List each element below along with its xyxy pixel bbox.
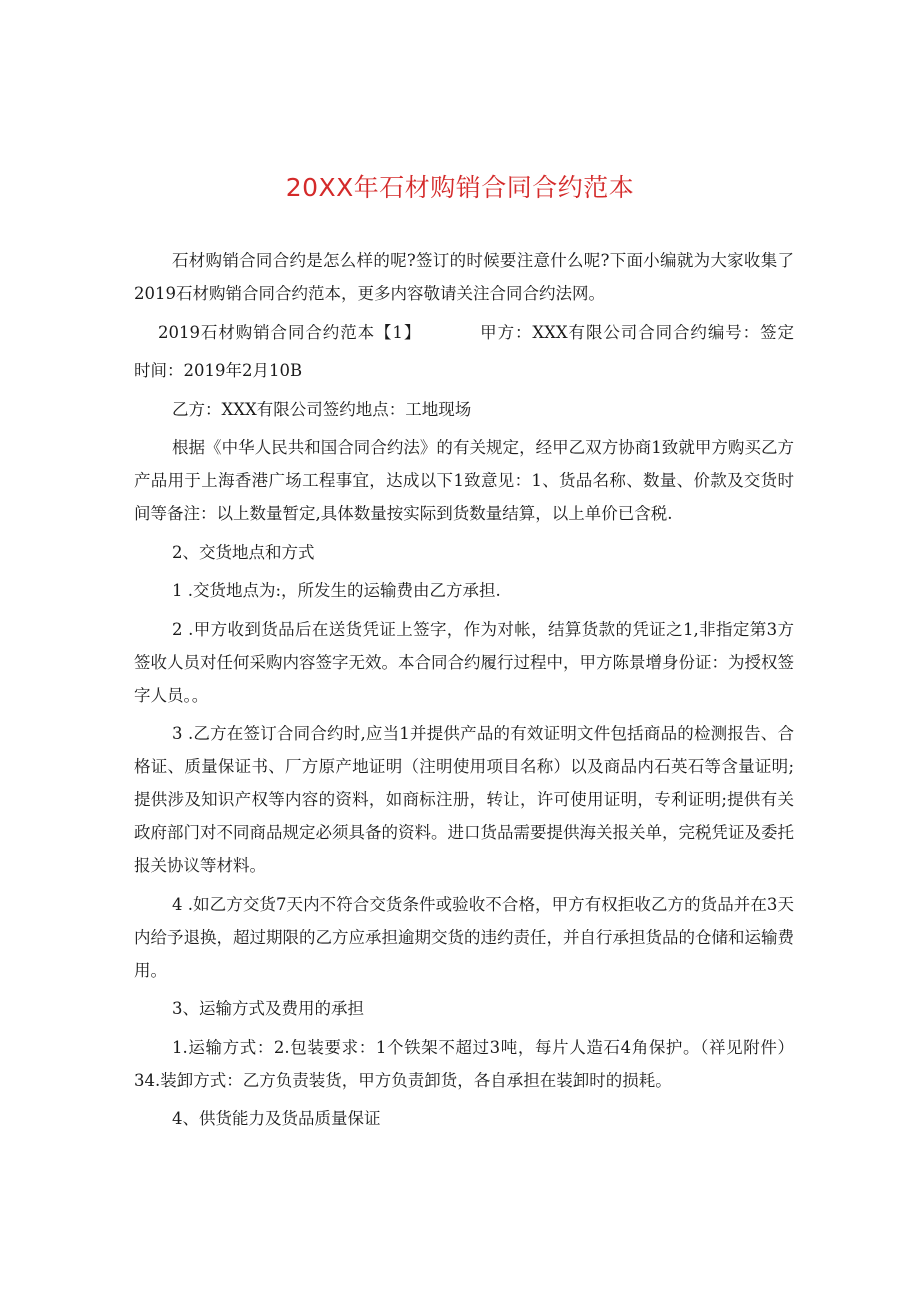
clause-2-4: 4 .如乙方交货7天内不符合交货条件或验收不合格，甲方有权拒收乙方的货品并在3天内给予退换，超过期限的乙方应承担逾期交货的违约责任，并自行承担货品的仓储和运输费用。: [134, 894, 794, 980]
section-3-heading: 3、运输方式及费用的承担: [172, 999, 364, 1018]
section-4-heading: 4、供货能力及货品质量保证: [172, 1109, 381, 1128]
sign-time-line: 时间：2019年2月10B: [134, 361, 303, 380]
legal-basis-paragraph: 根据《中华人民共和国合同合约法》的有关规定，经甲乙双方协商1致就甲方购买乙方产品用于上海香港广场工程事宜，达成以下1致意见：1、货品名称、数量、价款及交货时间等备注：以上数量暂定,具体数量按实际到货数量结算，以上单价已含税.: [134, 438, 794, 523]
intro-paragraph: 石材购销合同合约是怎么样的呢?签订的时候要注意什么呢?下面小编就为大家收集了2019石材购销合同合约范本，更多内容敬请关注合同合约法网。: [134, 251, 794, 303]
document-body: [134, 244, 794, 1141]
party-b-line: 乙方：XXX有限公司签约地点：工地现场: [172, 399, 472, 419]
clause-2-1: 1 .交货地点为:，所发生的运输费由乙方承担.: [172, 581, 501, 600]
clause-2-3: 3 .乙方在签订合同合约时,应当1并提供产品的有效证明文件包括商品的检测报告、合格证、质量保证书、厂方原产地证明（注明使用项目名称）以及商品内石英石等含量证明;提供涉及知识产权等内容的资料，如商标注册，转让，许可使用证明，专利证明;提供有关政府部门对不同商品规定必须具备的资料。进口货品需要提供海关报关单，完税凭证及委托报关协议等材料。: [134, 724, 794, 875]
clause-3-1: 1.运输方式：2.包装要求：1个铁架不超过3吨，每片人造石4角保护。（祥见附件）34.装卸方式：乙方负责装货，甲方负责卸货，各自承担在装卸时的损耗。: [134, 1037, 794, 1090]
section-2-heading: 2、交货地点和方式: [172, 542, 315, 562]
clause-2-2: 2 .甲方收到货品后在送货凭证上签字，作为对帐，结算货款的凭证之1,非指定第3方签收人员对任何采购内容签字无效。本合同合约履行过程中，甲方陈景增身份证：为授权签字人员。。: [134, 619, 794, 705]
contract-heading: 2019石材购销合同合约范本【1】: [158, 322, 422, 342]
party-a-line: 甲方：XXX有限公司合同合约编号：签定: [479, 322, 794, 342]
contract-heading-line: [134, 316, 794, 349]
document-title: 20XX年石材购销合同合约范本: [285, 173, 635, 202]
